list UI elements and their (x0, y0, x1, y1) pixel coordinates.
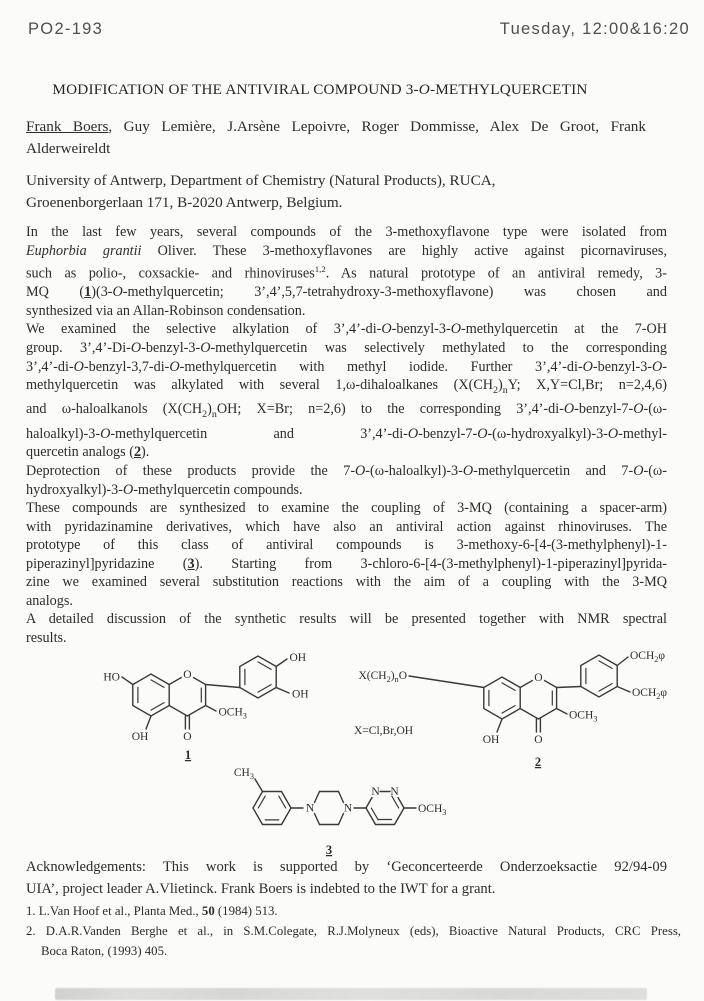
text-line (26, 462, 667, 481)
structure-2-figure (352, 630, 702, 772)
structure-2-label-obenzyl-right: $OCH_2\varphi$ (632, 687, 668, 701)
text-run: 50 (201, 904, 215, 918)
text-run: -methylquercetin and 7- (473, 462, 634, 479)
structure-1-label-7-ho: HO (103, 671, 120, 684)
text-run: O (652, 358, 663, 375)
text-run: -methylquercetin; 3’,4’,5,7-tetrahydroxy-3-methoxyflavone) was chosen and (122, 284, 667, 301)
text-run: ). Starting from 3-chloro-6-[4-(3-methylphenyl)-1-piperazinyl]pyrida- (194, 555, 667, 572)
text-run: O (73, 358, 84, 375)
text-run: UIA’, project leader A.Vlietinck. Frank Boers is indebted to the IWT for a grant. (26, 880, 496, 897)
structure-1-bonds (122, 656, 289, 729)
text-run: synthesized via an Allan-Robinson condensation. (26, 302, 306, 319)
text-run: -benzyl-3,7-di- (83, 358, 170, 375)
text-run: and ω-haloalkanols (X(CH (26, 401, 203, 418)
text-run: O (607, 425, 619, 442)
text-line (26, 879, 667, 901)
text-run: We examined the selective alkylation of 3’,4’-di- (26, 321, 382, 338)
text-run: O (450, 321, 461, 338)
text-line (26, 425, 667, 444)
structure-1-label-och3: $OCH_3$ (218, 706, 247, 721)
text-run: -(ω- (643, 401, 667, 418)
text-run: O (633, 401, 644, 418)
structure-1-label-oh-right: OH (292, 688, 309, 701)
structure-2-number: 2 (534, 755, 542, 769)
text-line (26, 518, 667, 537)
structure-3-label-n4: N (390, 786, 399, 798)
structure-3-label-n1: N (305, 802, 315, 815)
text-run: -benzyl-7- (418, 425, 478, 442)
structure-3-label-och3: $OCH_3$ (418, 803, 447, 817)
text-run: prototype of this class of antiviral compounds is 3-methoxy-6-[4-(3-methylphenyl)-1- (26, 537, 667, 554)
text-run: ) (498, 377, 503, 394)
scan-edge-artifact (55, 988, 647, 1000)
text-run: O (200, 340, 211, 357)
text-run: -(ω-haloalkyl)-3- (365, 462, 463, 479)
text-run: -methyl- (618, 425, 667, 442)
text-line (26, 901, 681, 921)
text-line (26, 481, 667, 500)
text-run: 1. L.Van Hoof et al., Planta Med., (26, 904, 202, 918)
text-run: -methylquercetin compounds. (133, 481, 303, 498)
text-run: ). (141, 444, 150, 461)
text-run: A detailed discussion of the synthetic results will be presented together with NMR spectral (26, 611, 667, 628)
text-run: O (130, 340, 142, 357)
structure-1-label-ring-o: O (183, 669, 192, 681)
text-run: ) (207, 401, 212, 418)
text-line (26, 116, 646, 138)
text-run: O (112, 284, 123, 301)
text-run: hydroxyalkyl)-3- (26, 481, 123, 498)
text-run: zine we examined several substitution reactions with the aim of a coupling with the 3-MQ (26, 574, 667, 591)
text-run: -methylquercetin was selectively methylated to the corresponding (210, 340, 667, 357)
text-line (26, 536, 667, 555)
text-line (26, 857, 667, 879)
text-run: O (582, 358, 593, 375)
structure-3-label-n2: N (343, 802, 353, 815)
text-run: O (381, 321, 392, 338)
paper-title (10, 81, 630, 99)
text-line (26, 138, 646, 160)
text-run: MODIFICATION OF THE ANTIVIRAL COMPOUND 3- (52, 81, 419, 98)
text-run: with pyridazinamine derivatives, which have also an antiviral action against rhinoviruses. The (26, 518, 667, 535)
text-run: O (477, 425, 488, 442)
text-line (26, 376, 667, 400)
structure-1-label-carbonyl-o: O (183, 731, 192, 743)
structure-3-label-n3: N (371, 786, 380, 798)
structure-2-label-carbonyl-o: O (534, 734, 543, 746)
text-line (26, 170, 646, 192)
structure-1-number: 1 (184, 748, 192, 762)
structure-2-label-5-oh: OH (482, 734, 500, 746)
text-line (26, 555, 667, 574)
text-run: In the last few years, several compounds of the 3-methoxyflavone type were isolated from (26, 224, 667, 240)
text-run: Euphorbia grantii (26, 242, 142, 259)
text-line (26, 443, 667, 462)
text-run: Deprotection of these products provide the 7- (26, 462, 356, 479)
text-run: n (502, 384, 508, 396)
text-run: OH; X=Br; n=2,6) to the corresponding 3’,4’-di- (216, 401, 564, 418)
references (26, 901, 681, 962)
text-run: O (462, 462, 474, 479)
text-run: , Guy Lemière, J.Arsène Lepoivre, Roger Dommisse, Alex De Groot, Frank (108, 118, 646, 135)
structure-2-label-7-o-alkyl: $X(CH_2)_nO$ (358, 670, 407, 684)
affiliation (26, 170, 646, 213)
text-run: - (662, 358, 667, 375)
text-run: methylquercetin was alkylated with several 1,ω-dihaloalkanes (X(CH (26, 377, 494, 394)
structure-3-number: 3 (325, 843, 333, 857)
text-run: 2 (202, 409, 208, 421)
text-run: results. (26, 629, 67, 646)
text-run: 3 (187, 555, 195, 572)
text-run: -methylquercetin at the 7-OH (460, 321, 667, 338)
text-run: group. 3’,4’-Di- (26, 340, 131, 357)
text-run: MQ ( (26, 284, 85, 301)
structure-1-figure (66, 640, 366, 765)
acknowledgements (26, 857, 667, 900)
text-run: 2. D.A.R.Vanden Berghe et al., in S.M.Colegate, R.J.Molyneux (eds), Bioactive Natural Products, CRC Press, (26, 924, 681, 939)
session-time: Tuesday, 12:00&16:20 (499, 20, 690, 38)
text-run: -METHYLQUERCETIN (429, 81, 588, 98)
text-run: O (100, 425, 111, 442)
text-line (26, 339, 667, 358)
text-run: -benzyl-7- (574, 401, 634, 418)
text-run: O (169, 358, 180, 375)
structure-1-label-5-oh: OH (131, 731, 149, 743)
text-run: -benzyl-3- (141, 340, 201, 357)
author-list (26, 116, 646, 159)
text-line (26, 499, 667, 518)
text-run: n (211, 409, 217, 421)
text-run: Oliver. These 3-methoxyflavones are highly active against picornaviruses, (141, 242, 667, 259)
text-run: O (122, 481, 134, 498)
text-run: haloalkyl)-3- (26, 425, 101, 442)
abstract-body (26, 223, 667, 647)
text-run: quercetin analogs ( (26, 444, 134, 461)
text-run: Alderweireldt (26, 139, 111, 157)
page-header (28, 20, 690, 39)
text-run: such as polio-, coxsackie- and rhinoviruses (26, 265, 315, 282)
text-run: -methylquercetin and 3’,4’-di- (110, 425, 408, 442)
text-run: O (633, 462, 644, 479)
structure-2-label-obenzyl-top: $OCH_2\varphi$ (630, 650, 666, 664)
text-run: analogs. (26, 592, 73, 609)
text-run: These compounds are synthesized to examine the coupling of 3-MQ (containing a spacer-arm) (26, 500, 667, 517)
text-line (10, 81, 630, 99)
session-code: PO2-193 (28, 20, 104, 38)
text-run: O (407, 425, 419, 442)
text-line (26, 223, 667, 242)
text-run: Acknowledgements: This work is supported by ‘Geconcerteerde Onderzoeksactie 92/94-09 (26, 859, 667, 875)
text-line (26, 192, 646, 214)
text-line (26, 400, 667, 424)
text-run: 1,2 (314, 264, 326, 275)
text-run: -methylquercetin with methyl iodide. Further 3’,4’-di- (179, 358, 583, 375)
text-line (26, 358, 667, 377)
text-line (26, 921, 681, 941)
text-run: 1 (84, 284, 92, 301)
text-run: )(3- (91, 284, 113, 301)
text-run: O (355, 462, 366, 479)
text-run: . As natural prototype of an antiviral remedy, 3- (325, 265, 667, 282)
text-line (26, 320, 667, 339)
text-run: University of Antwerp, Department of Chemistry (Natural Products), RUCA, (26, 172, 496, 189)
structure-3-figure (224, 758, 464, 858)
text-run: 3’,4’-di- (26, 358, 74, 375)
text-line (26, 610, 667, 629)
text-run: Boca Raton, (1993) 405. (41, 944, 168, 959)
structure-1-label-oh-top: OH (289, 652, 307, 664)
text-run: O (418, 81, 430, 98)
text-run: -benzyl-3- (592, 358, 653, 375)
structure-2-label-och3: $OCH_3$ (569, 709, 598, 724)
structure-3-label-ch3: $CH_3$ (233, 767, 254, 781)
text-run: 2 (493, 384, 498, 396)
text-run: -(ω-hydroxyalkyl)-3- (487, 425, 608, 442)
text-run: -(ω- (643, 462, 667, 479)
text-run: O (563, 401, 575, 418)
text-line (26, 941, 681, 961)
text-run: (1984) 513. (214, 904, 278, 918)
text-run: Frank Boers (26, 118, 109, 135)
structure-2-label-ring-o: O (534, 672, 543, 684)
text-line (26, 573, 667, 592)
text-line (26, 283, 667, 302)
text-line (26, 302, 667, 321)
text-line (26, 242, 667, 261)
text-line (26, 592, 667, 611)
text-run: Groenenborgerlaan 171, B-2020 Antwerp, Belgium. (26, 193, 343, 211)
text-run: -benzyl-3- (391, 321, 451, 338)
text-run: Y; X,Y=Cl,Br; n=2,4,6) (507, 377, 667, 394)
text-line (26, 260, 667, 283)
structure-2-label-x-definition: X=Cl,Br,OH (354, 725, 414, 737)
text-run: piperazinyl]pyridazine ( (26, 555, 188, 572)
text-run: 2 (133, 444, 142, 461)
